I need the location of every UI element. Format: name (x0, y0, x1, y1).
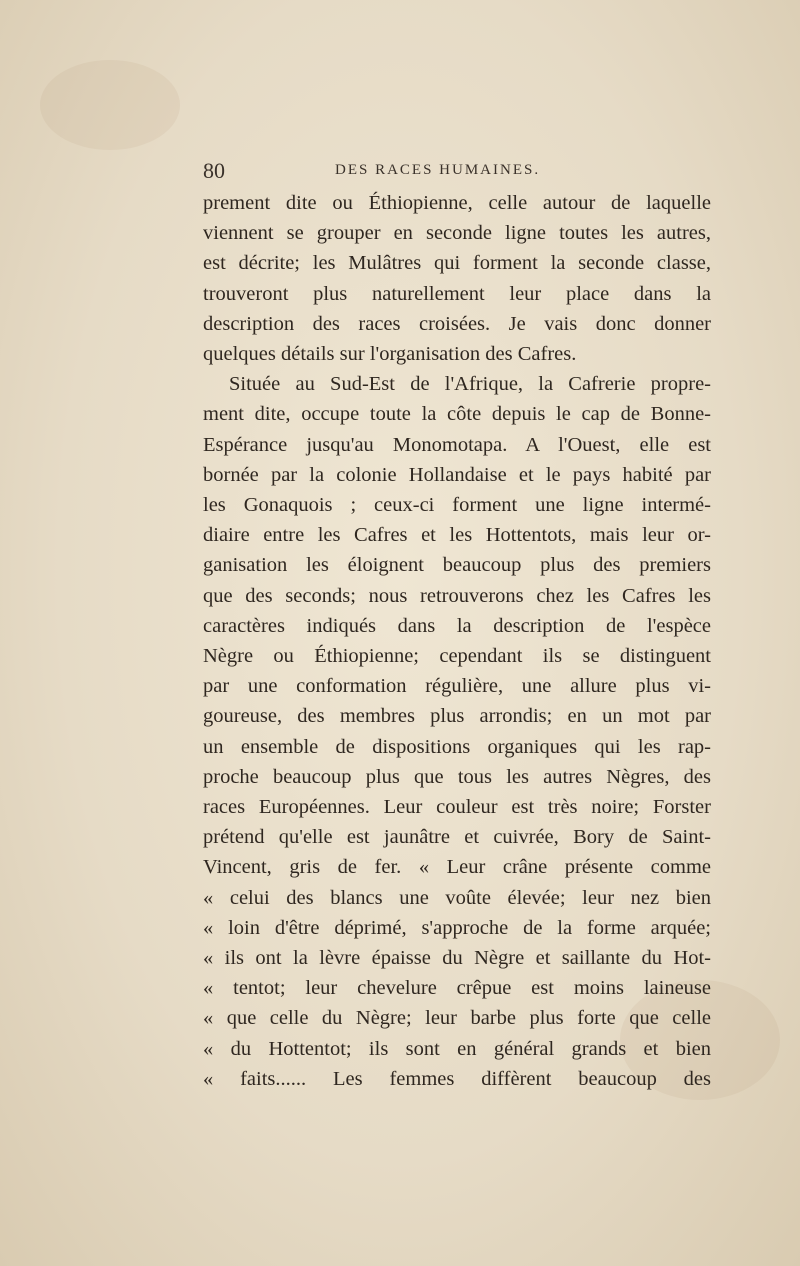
text-line: prement dite ou Éthiopienne, celle autour de laquelle (203, 192, 711, 214)
text-line: prétend qu'elle est jaunâtre et cuivrée, Bory de Saint- (203, 826, 711, 849)
running-title: DES RACES HUMAINES. (335, 162, 541, 178)
text-line: Nègre ou Éthiopienne; cependant ils se distinguent (203, 645, 711, 668)
text-line: caractères indiqués dans la description de l'espèce (203, 614, 711, 637)
text-line: diaire entre les Cafres et les Hottentots, mais leur or- (203, 524, 711, 547)
paper-stain (40, 60, 180, 150)
text-line: Espérance jusqu'au Monomotapa. A l'Ouest, elle est (203, 433, 711, 456)
text-line: « faits...... Les femmes diffèrent beaucoup des (203, 1067, 711, 1090)
text-line: les Gonaquois ; ceux-ci forment une ligne intermé- (203, 494, 711, 517)
page-number: 80 (203, 158, 225, 183)
text-line: par une conformation régulière, une allure plus vi- (203, 675, 711, 698)
text-line: un ensemble de dispositions organiques qui les rap- (203, 735, 711, 758)
text-line: ganisation les éloignent beaucoup plus des premiers (203, 554, 711, 577)
body-text (203, 188, 711, 1094)
text-line: que des seconds; nous retrouverons chez les Cafres les (203, 584, 711, 607)
text-line: « ils ont la lèvre épaisse du Nègre et saillante du Hot- (203, 947, 711, 970)
text-line: races Européennes. Leur couleur est très noire; Forster (203, 796, 711, 819)
text-line: bornée par la colonie Hollandaise et le pays habité par (203, 463, 711, 486)
text-line: Située au Sud-Est de l'Afrique, la Cafrerie propre- (229, 373, 711, 396)
text-line: « du Hottentot; ils sont en général grands et bien (203, 1037, 711, 1060)
text-line: viennent se grouper en seconde ligne toutes les autres, (203, 222, 711, 245)
text-line: proche beaucoup plus que tous les autres Nègres, des (203, 765, 711, 788)
text-line: quelques détails sur l'organisation des Cafres. (203, 343, 577, 366)
text-line: est décrite; les Mulâtres qui forment la seconde classe, (203, 252, 711, 275)
text-line: ment dite, occupe toute la côte depuis le cap de Bonne- (203, 403, 711, 426)
text-line: « loin d'être déprimé, s'approche de la forme arquée; (203, 916, 711, 939)
text-line: Vincent, gris de fer. « Leur crâne présente comme (203, 856, 711, 879)
text-line: trouveront plus naturellement leur place dans la (203, 282, 711, 305)
text-line: goureuse, des membres plus arrondis; en un mot par (203, 705, 711, 728)
text-line: « celui des blancs une voûte élevée; leur nez bien (203, 886, 711, 909)
running-head (203, 158, 710, 184)
text-line: « que celle du Nègre; leur barbe plus forte que celle (203, 1007, 711, 1030)
text-line: « tentot; leur chevelure crêpue est moins laineuse (203, 977, 711, 1000)
text-line: description des races croisées. Je vais donc donner (203, 312, 711, 335)
